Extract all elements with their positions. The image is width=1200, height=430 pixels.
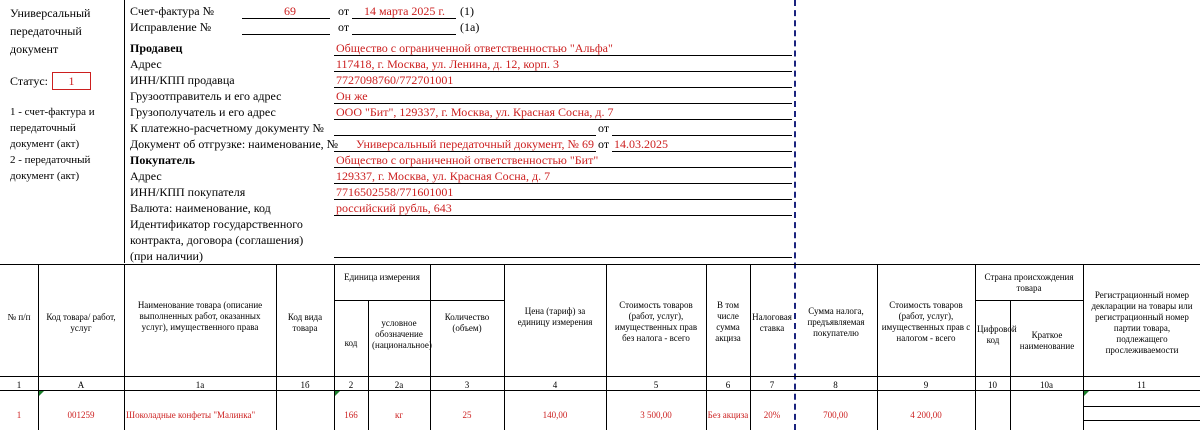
col-number: 1а bbox=[195, 380, 205, 390]
th-qty: Количество (объем) bbox=[444, 312, 490, 333]
payment-doc-label: К платежно-расчетному документу № bbox=[130, 121, 324, 135]
shipping-doc-label: Документ об отгрузке: наименование, № bbox=[130, 137, 339, 151]
row-code[interactable]: 001259 bbox=[67, 410, 95, 420]
seller-label: Продавец bbox=[130, 41, 183, 55]
th-type-code: Код вида товара bbox=[287, 312, 323, 333]
th-tax-sum: Сумма налога, предъявляемая покупателю bbox=[807, 306, 865, 338]
col-number: 9 bbox=[923, 380, 929, 390]
row-unit-code[interactable]: 166 bbox=[344, 410, 358, 420]
col-number: 4 bbox=[552, 380, 558, 390]
col-number: А bbox=[77, 380, 85, 390]
correction-from: от bbox=[338, 20, 350, 34]
left-divider bbox=[124, 0, 125, 263]
correction-number-line bbox=[242, 34, 330, 35]
correction-label: Исправление № bbox=[130, 20, 212, 34]
contract-label-3: (при наличии) bbox=[130, 249, 203, 263]
row-num[interactable]: 1 bbox=[16, 410, 22, 420]
correction-date-line bbox=[352, 34, 456, 35]
buyer-label: Покупатель bbox=[130, 153, 195, 167]
col-number: 8 bbox=[833, 380, 838, 390]
contract-label-2: контракта, договора (соглашения) bbox=[130, 233, 304, 247]
col-number: 1 bbox=[16, 380, 22, 390]
col-number: 1б bbox=[300, 380, 310, 390]
row-price[interactable]: 140,00 bbox=[542, 410, 568, 420]
col-number: 11 bbox=[1137, 380, 1146, 390]
row-excise[interactable]: Без акциза bbox=[707, 410, 749, 420]
shipping-doc-from: от bbox=[598, 137, 610, 151]
invoice-from: от bbox=[338, 4, 350, 18]
status-note-1: 1 - счет-фактура и передаточный документ (акт) bbox=[10, 106, 95, 150]
status-label: Статус: bbox=[10, 74, 48, 88]
row-cost-with-tax[interactable]: 4 200,00 bbox=[910, 410, 942, 420]
th-num: № п/п bbox=[7, 312, 31, 322]
th-name: Наименование товара (описание выполненных работ, оказанных услуг), имущественного права bbox=[137, 300, 263, 332]
buyer-inn[interactable]: 7716502558/771601001 bbox=[336, 185, 454, 199]
th-price: Цена (тариф) за единицу измерения bbox=[517, 306, 593, 327]
currency-value[interactable]: российский рубль, 643 bbox=[336, 201, 452, 215]
th-country-name: Краткое наименование bbox=[1019, 330, 1075, 351]
col-number: 3 bbox=[464, 380, 470, 390]
th-country: Страна происхождения товара bbox=[984, 272, 1074, 293]
consignee-label: Грузополучатель и его адрес bbox=[130, 105, 276, 119]
th-unit: Единица измерения bbox=[344, 272, 420, 282]
row-cost-no-tax[interactable]: 3 500,00 bbox=[640, 410, 672, 420]
status-note-2: 2 - передаточный документ (акт) bbox=[10, 154, 91, 182]
doc-title: Универсальный передаточный документ bbox=[10, 6, 91, 56]
col-number: 6 bbox=[725, 380, 731, 390]
col-number: 2 bbox=[348, 380, 354, 390]
cell-marker bbox=[39, 391, 44, 396]
status-value[interactable]: 1 bbox=[52, 72, 91, 90]
th-cost-with-tax: Стоимость товаров (работ, услуг), имущественных прав с налогом - всего bbox=[881, 300, 971, 343]
shipping-doc-value[interactable]: Универсальный передаточный документ, № 69 bbox=[356, 137, 594, 151]
th-reg-num: Регистрационный номер декларации на товары или регистрационный номер партии товара, подлежащего прослеживаемости bbox=[1091, 290, 1193, 355]
invoice-label: Счет-фактура № bbox=[130, 4, 215, 18]
col-number: 5 bbox=[653, 380, 659, 390]
buyer-inn-label: ИНН/КПП покупателя bbox=[130, 185, 246, 199]
th-unit-code: код bbox=[344, 338, 358, 348]
invoice-number[interactable]: 69 bbox=[284, 4, 296, 18]
row-name[interactable]: Шоколадные конфеты "Малинка" bbox=[126, 410, 256, 420]
row-tax-rate[interactable]: 20% bbox=[763, 410, 781, 420]
seller-inn-label: ИНН/КПП продавца bbox=[130, 73, 235, 87]
col-number: 10а bbox=[1040, 380, 1053, 390]
correction-mark: (1а) bbox=[460, 20, 480, 34]
buyer-value[interactable]: Общество с ограниченной ответственностью "Бит" bbox=[336, 153, 599, 167]
cell-marker bbox=[335, 391, 340, 396]
row-qty[interactable]: 25 bbox=[462, 410, 472, 420]
buyer-address-label: Адрес bbox=[130, 169, 162, 183]
buyer-address[interactable]: 129337, г. Москва, ул. Красная Сосна, д. 7 bbox=[336, 169, 551, 183]
table-top-border bbox=[0, 264, 1200, 265]
col-number: 2а bbox=[394, 380, 404, 390]
th-country-code: Цифровой код bbox=[977, 324, 1017, 345]
invoice-mark: (1) bbox=[460, 4, 474, 18]
th-unit-name: условное обозначение (национальное) bbox=[372, 318, 432, 350]
th-tax-rate: Налоговая ставка bbox=[752, 312, 792, 333]
payment-doc-from: от bbox=[598, 121, 610, 135]
consignee-value[interactable]: ООО "Бит", 129337, г. Москва, ул. Красная Сосна, д. 7 bbox=[336, 105, 614, 119]
th-cost-no-tax: Стоимость товаров (работ, услуг), имущественных прав без налога - всего bbox=[614, 300, 698, 343]
th-excise: В том числе сумма акциза bbox=[715, 300, 741, 343]
invoice-date[interactable]: 14 марта 2025 г. bbox=[364, 4, 445, 18]
contract-label-1: Идентификатор государственного bbox=[130, 217, 303, 231]
row-tax-sum[interactable]: 700,00 bbox=[823, 410, 848, 420]
row-unit-name[interactable]: кг bbox=[394, 410, 404, 420]
shipper-value[interactable]: Он же bbox=[336, 89, 368, 103]
shipping-doc-date[interactable]: 14.03.2025 bbox=[614, 137, 668, 151]
currency-label: Валюта: наименование, код bbox=[130, 201, 271, 215]
seller-address-label: Адрес bbox=[130, 57, 162, 71]
col-number: 7 bbox=[769, 380, 775, 390]
shipper-label: Грузоотправитель и его адрес bbox=[130, 89, 282, 103]
seller-inn[interactable]: 7727098760/772701001 bbox=[336, 73, 454, 87]
cut-line bbox=[794, 0, 796, 430]
seller-address[interactable]: 117418, г. Москва, ул. Ленина, д. 12, корп. 3 bbox=[336, 57, 559, 71]
seller-value[interactable]: Общество с ограниченной ответственностью "Альфа" bbox=[336, 41, 613, 55]
th-code: Код товара/ работ, услуг bbox=[46, 312, 116, 333]
col-number: 10 bbox=[988, 380, 997, 390]
cell-marker bbox=[1084, 391, 1089, 396]
